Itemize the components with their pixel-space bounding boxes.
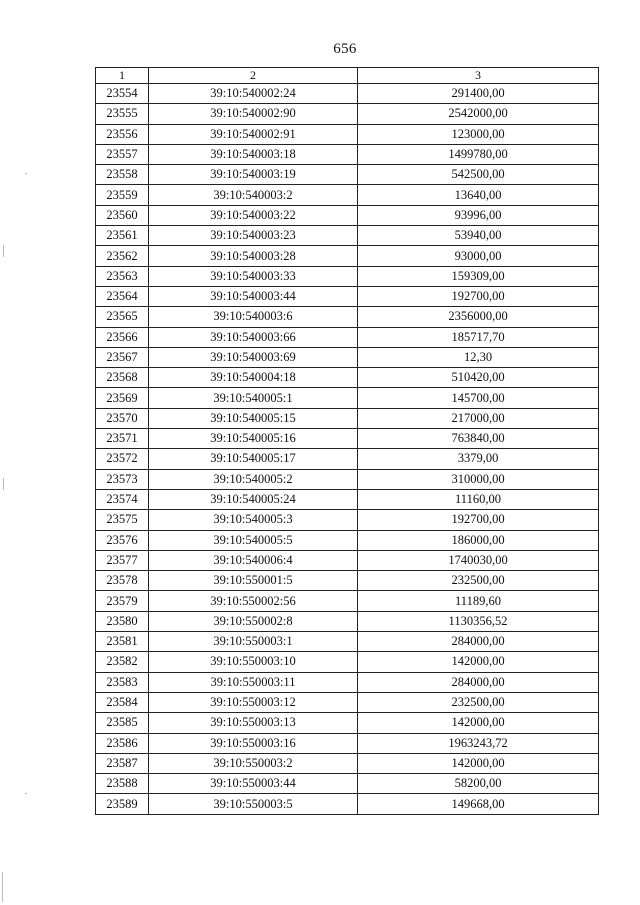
cadastral-value-cell: 1130356,52	[358, 611, 599, 631]
row-number-cell: 23556	[96, 124, 149, 144]
cadastral-number-cell: 39:10:540003:2	[149, 185, 358, 205]
table-row	[96, 165, 599, 185]
row-number-cell: 23584	[96, 692, 149, 712]
cadastral-value-cell: 93996,00	[358, 205, 599, 225]
cadastral-value-cell: 149668,00	[358, 794, 599, 814]
table-row	[96, 347, 599, 367]
row-number-cell: 23580	[96, 611, 149, 631]
cadastral-value-cell: 232500,00	[358, 571, 599, 591]
table-row	[96, 733, 599, 753]
cadastral-value-cell: 12,30	[358, 347, 599, 367]
cadastral-value-cell: 2542000,00	[358, 104, 599, 124]
table-row	[96, 672, 599, 692]
cadastral-value-cell: 142000,00	[358, 753, 599, 773]
cadastral-value-cell: 53940,00	[358, 226, 599, 246]
cadastral-value-cell: 192700,00	[358, 286, 599, 306]
row-number-cell: 23585	[96, 713, 149, 733]
cadastral-number-cell: 39:10:550003:12	[149, 692, 358, 712]
cadastral-number-cell: 39:10:540003:22	[149, 205, 358, 225]
row-number-cell: 23567	[96, 347, 149, 367]
cadastral-number-cell: 39:10:540005:5	[149, 530, 358, 550]
column-header-3: 3	[358, 68, 599, 84]
cadastral-number-cell: 39:10:540003:44	[149, 286, 358, 306]
cadastral-value-cell: 284000,00	[358, 672, 599, 692]
row-number-cell: 23563	[96, 266, 149, 286]
cadastral-number-cell: 39:10:540002:90	[149, 104, 358, 124]
row-number-cell: 23582	[96, 652, 149, 672]
scan-mark	[2, 872, 3, 902]
cadastral-number-cell: 39:10:540005:1	[149, 388, 358, 408]
table-row	[96, 794, 599, 814]
row-number-cell: 23583	[96, 672, 149, 692]
row-number-cell: 23558	[96, 165, 149, 185]
row-number-cell: 23560	[96, 205, 149, 225]
cadastral-number-cell: 39:10:550003:10	[149, 652, 358, 672]
cadastral-number-cell: 39:10:550003:13	[149, 713, 358, 733]
cadastral-number-cell: 39:10:540002:24	[149, 84, 358, 104]
row-number-cell: 23561	[96, 226, 149, 246]
cadastral-number-cell: 39:10:540003:23	[149, 226, 358, 246]
table-row	[96, 408, 599, 428]
table-row	[96, 469, 599, 489]
cadastral-number-cell: 39:10:550003:16	[149, 733, 358, 753]
row-number-cell: 23562	[96, 246, 149, 266]
table-row	[96, 124, 599, 144]
cadastral-value-cell: 192700,00	[358, 510, 599, 530]
cadastral-value-table	[95, 67, 599, 815]
cadastral-number-cell: 39:10:540006:4	[149, 550, 358, 570]
table-row	[96, 753, 599, 773]
cadastral-value-cell: 186000,00	[358, 530, 599, 550]
cadastral-value-cell: 142000,00	[358, 652, 599, 672]
cadastral-number-cell: 39:10:540005:2	[149, 469, 358, 489]
table-row	[96, 449, 599, 469]
cadastral-value-cell: 510420,00	[358, 368, 599, 388]
row-number-cell: 23554	[96, 84, 149, 104]
scan-mark	[25, 173, 27, 174]
table-row	[96, 205, 599, 225]
cadastral-number-cell: 39:10:550003:1	[149, 632, 358, 652]
table-row	[96, 368, 599, 388]
cadastral-number-cell: 39:10:540005:17	[149, 449, 358, 469]
cadastral-value-cell: 1499780,00	[358, 144, 599, 164]
cadastral-number-cell: 39:10:540005:16	[149, 429, 358, 449]
cadastral-number-cell: 39:10:540003:33	[149, 266, 358, 286]
table-row	[96, 327, 599, 347]
cadastral-number-cell: 39:10:540005:15	[149, 408, 358, 428]
cadastral-number-cell: 39:10:540003:19	[149, 165, 358, 185]
column-header-1: 1	[96, 68, 149, 84]
cadastral-value-cell: 185717,70	[358, 327, 599, 347]
cadastral-value-cell: 1963243,72	[358, 733, 599, 753]
table-row	[96, 774, 599, 794]
table-row	[96, 530, 599, 550]
cadastral-value-cell: 123000,00	[358, 124, 599, 144]
cadastral-value-cell: 291400,00	[358, 84, 599, 104]
table-row	[96, 104, 599, 124]
cadastral-value-cell: 284000,00	[358, 632, 599, 652]
table-row	[96, 307, 599, 327]
scan-mark	[3, 245, 4, 257]
table-row	[96, 246, 599, 266]
cadastral-value-cell: 145700,00	[358, 388, 599, 408]
table-row	[96, 713, 599, 733]
row-number-cell: 23588	[96, 774, 149, 794]
row-number-cell: 23579	[96, 591, 149, 611]
cadastral-number-cell: 39:10:550003:2	[149, 753, 358, 773]
row-number-cell: 23581	[96, 632, 149, 652]
cadastral-number-cell: 39:10:540003:66	[149, 327, 358, 347]
scan-mark	[25, 793, 27, 794]
cadastral-value-cell: 13640,00	[358, 185, 599, 205]
row-number-cell: 23568	[96, 368, 149, 388]
table-row	[96, 84, 599, 104]
cadastral-value-cell: 763840,00	[358, 429, 599, 449]
row-number-cell: 23569	[96, 388, 149, 408]
page-number: 656	[333, 41, 357, 57]
cadastral-value-cell: 58200,00	[358, 774, 599, 794]
table-row	[96, 652, 599, 672]
row-number-cell: 23589	[96, 794, 149, 814]
row-number-cell: 23571	[96, 429, 149, 449]
table-row	[96, 489, 599, 509]
table-row	[96, 388, 599, 408]
row-number-cell: 23555	[96, 104, 149, 124]
table-row	[96, 692, 599, 712]
cadastral-value-cell: 93000,00	[358, 246, 599, 266]
table-row	[96, 550, 599, 570]
cadastral-value-cell: 159309,00	[358, 266, 599, 286]
row-number-cell: 23566	[96, 327, 149, 347]
cadastral-number-cell: 39:10:540002:91	[149, 124, 358, 144]
row-number-cell: 23577	[96, 550, 149, 570]
cadastral-value-cell: 217000,00	[358, 408, 599, 428]
cadastral-number-cell: 39:10:550003:11	[149, 672, 358, 692]
cadastral-number-cell: 39:10:540003:69	[149, 347, 358, 367]
row-number-cell: 23578	[96, 571, 149, 591]
row-number-cell: 23586	[96, 733, 149, 753]
table-row	[96, 611, 599, 631]
table-row	[96, 226, 599, 246]
row-number-cell: 23564	[96, 286, 149, 306]
row-number-cell: 23570	[96, 408, 149, 428]
table-row	[96, 144, 599, 164]
cadastral-value-cell: 1740030,00	[358, 550, 599, 570]
cadastral-value-cell: 11160,00	[358, 489, 599, 509]
cadastral-value-cell: 310000,00	[358, 469, 599, 489]
cadastral-number-cell: 39:10:550001:5	[149, 571, 358, 591]
row-number-cell: 23572	[96, 449, 149, 469]
cadastral-value-cell: 232500,00	[358, 692, 599, 712]
table-header	[96, 68, 599, 84]
row-number-cell: 23574	[96, 489, 149, 509]
row-number-cell: 23559	[96, 185, 149, 205]
cadastral-number-cell: 39:10:550003:44	[149, 774, 358, 794]
cadastral-number-cell: 39:10:550002:56	[149, 591, 358, 611]
table-row	[96, 185, 599, 205]
cadastral-number-cell: 39:10:540004:18	[149, 368, 358, 388]
cadastral-number-cell: 39:10:540003:6	[149, 307, 358, 327]
cadastral-value-cell: 542500,00	[358, 165, 599, 185]
row-number-cell: 23576	[96, 530, 149, 550]
cadastral-value-cell: 2356000,00	[358, 307, 599, 327]
row-number-cell: 23587	[96, 753, 149, 773]
table-row	[96, 571, 599, 591]
cadastral-number-cell: 39:10:550002:8	[149, 611, 358, 631]
table-row	[96, 591, 599, 611]
table-row	[96, 510, 599, 530]
header-row	[96, 68, 599, 84]
cadastral-number-cell: 39:10:550003:5	[149, 794, 358, 814]
row-number-cell: 23573	[96, 469, 149, 489]
table-row	[96, 266, 599, 286]
cadastral-number-cell: 39:10:540005:3	[149, 510, 358, 530]
scan-mark	[3, 478, 4, 490]
table-row	[96, 429, 599, 449]
cadastral-number-cell: 39:10:540003:18	[149, 144, 358, 164]
cadastral-number-cell: 39:10:540005:24	[149, 489, 358, 509]
table-row	[96, 286, 599, 306]
row-number-cell: 23575	[96, 510, 149, 530]
cadastral-value-cell: 3379,00	[358, 449, 599, 469]
row-number-cell: 23565	[96, 307, 149, 327]
cadastral-number-cell: 39:10:540003:28	[149, 246, 358, 266]
column-header-2: 2	[149, 68, 358, 84]
row-number-cell: 23557	[96, 144, 149, 164]
cadastral-value-cell: 142000,00	[358, 713, 599, 733]
table-body	[96, 84, 599, 815]
cadastral-value-cell: 11189,60	[358, 591, 599, 611]
table-row	[96, 632, 599, 652]
